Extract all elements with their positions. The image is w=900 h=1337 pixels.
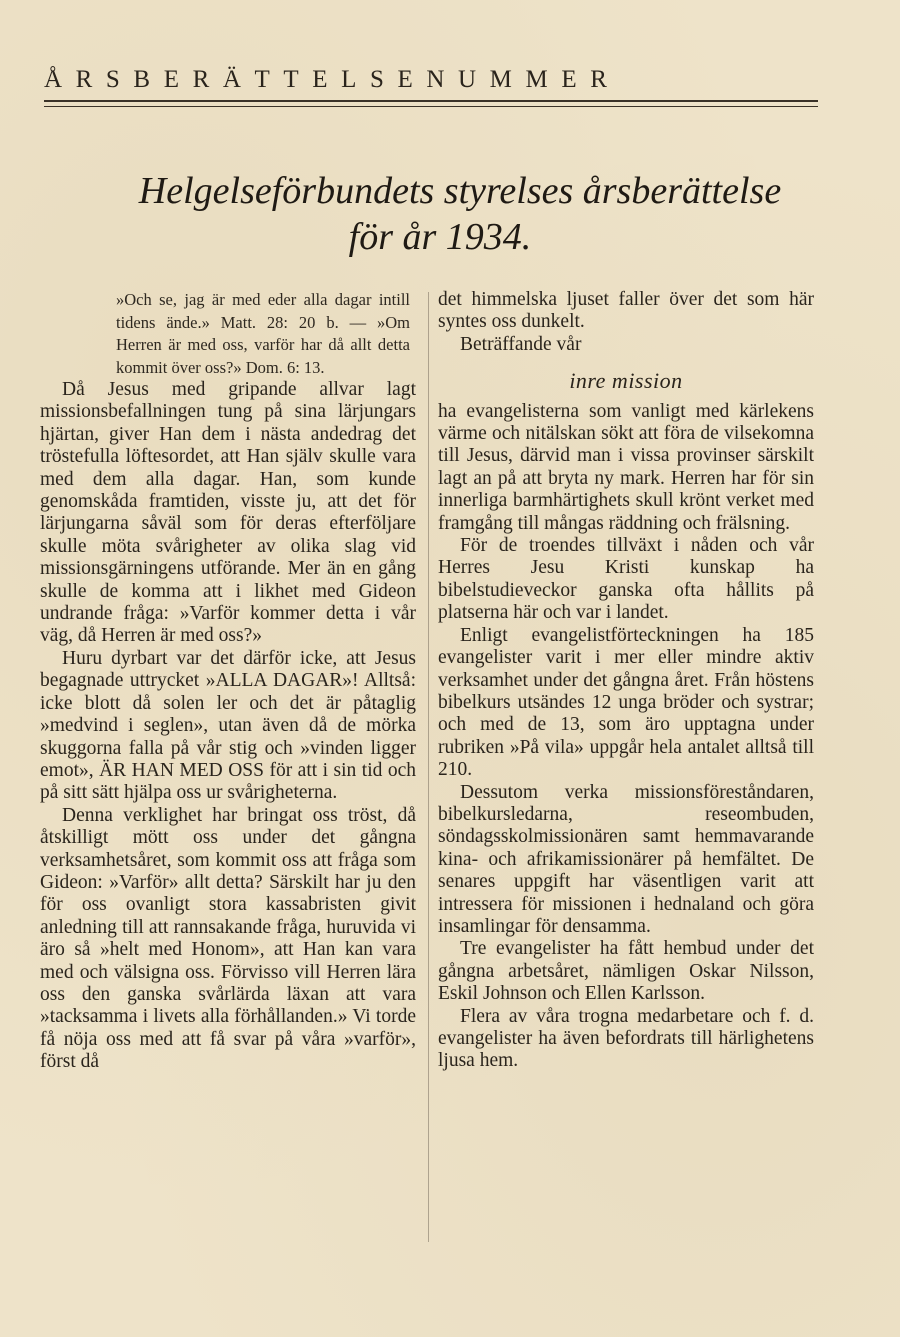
body-paragraph: Tre evangelister ha fått hembud under det gångna arbetsåret, nämligen Oskar Nilsson, Eskil Johnson och Ellen Karlsson. [438, 938, 814, 1005]
body-paragraph: Då Jesus med gripande allvar lagt missionsbefallningen tung på sina lärjungars hjärtan, giver Han dem i nästa andedrag det tröstefulla löftesordet, att Han själv skulle vara med dem alla dagar. Han, som kunde genomskåda framtiden, visste ju, att det för lärjungarna såväl som för deras efterföljare skulle möta svårigheter av olika slag vid missionsgärningens utförande. Mer än en gång skulle de komma att i likhet med Gideon undrande fråga: »Varför kommer detta i vår väg, då Herren är med oss?» [40, 379, 416, 647]
header-rule-thin [44, 106, 818, 107]
body-paragraph: Enligt evangelistförteckningen ha 185 evangelister varit i mer eller mindre aktiv verksamhet under det gångna året. Från höstens bibelkurs utsändes 12 unga bröder och systrar; och med de 13, som äro upptagna under rubriken »På vila» uppgår hela antalet alltså till 210. [438, 624, 814, 781]
article-title-line-2: för år 1934. [348, 216, 532, 258]
running-header: ÅRSBERÄTTELSENUMMER [44, 66, 621, 93]
section-subheading: inre mission [569, 368, 683, 394]
body-paragraph: Beträffande vår [460, 333, 582, 355]
body-paragraph: Dessutom verka missionsföreståndaren, bibelkursledarna, reseombuden, söndagsskolmissionären samt hemmavarande kina- och afrikamissionärer på hemfältet. De senares uppgift har väsentligen varit att intressera för missionen i hednaland och göra insamlingar för densamma. [438, 781, 814, 937]
column-divider [428, 292, 429, 1242]
article-title [40, 168, 840, 260]
body-paragraph: För de troendes tillväxt i nåden och vår Herres Jesu Kristi kunskap ha bibelstudieveckor ganska ofta hållits på platserna här och var i landet. [438, 535, 814, 624]
body-paragraph: Huru dyrbart var det därför icke, att Jesus begagnade uttrycket »ALLA DAGAR»! Alltså: icke blott då solen ler och det är påtaglig »medvind i seglen», utan även då de mörka skuggorna falla på vår stig och »vinden ligger emot», ÄR HAN MED OSS för att i sin tid och på sitt sätt hjälpa oss ur svårigheterna. [40, 647, 416, 804]
article-title-line-1: Helgelseförbundets styrelses årsberättelse [138, 170, 782, 212]
left-column [40, 289, 416, 1074]
body-paragraph: Denna verklighet har bringat oss tröst, då åtskilligt mött oss under det gångna verksamhetsåret, som kommit oss att fråga som Gideon: »Varför» allt detta? Särskilt har ju den för oss ovanligt stora kassabristen givit anledning till att rannsakande fråga, huruvida vi äro så »helt med Honom», att Han kan vara med och välsigna oss. Förvisso vill Herren lära oss den ganska svårlärda läxan att vara »tacksamma i livets alla förhållanden.» Vi torde få nöja oss med att få svar på våra »varför», först då [40, 804, 416, 1073]
body-paragraph: Flera av våra trogna medarbetare och f. d. evangelister ha även befordrats till härlighetens ljusa hem. [438, 1005, 814, 1072]
body-paragraph: det himmelska ljuset faller över det som här syntes oss dunkelt. [438, 289, 814, 333]
right-column [438, 289, 814, 1073]
body-paragraph: ha evangelisterna som vanligt med kärlekens värme och nitälskan sökt att föra de vilsekomna till Jesus, därvid man i vissa provinser särskilt lagt an på att bryta ny mark. Herren har för sin innerliga barmhärtighets skull krönt verket med framgång till mångas räddning och frälsning. [438, 400, 814, 534]
epigraph: »Och se, jag är med eder alla dagar intill tidens ände.» Matt. 28: 20 b. — »Om Herren är med oss, varför har då allt detta kommit över oss?» Dom. 6: 13. [116, 290, 410, 377]
header-rule-thick [44, 100, 818, 102]
